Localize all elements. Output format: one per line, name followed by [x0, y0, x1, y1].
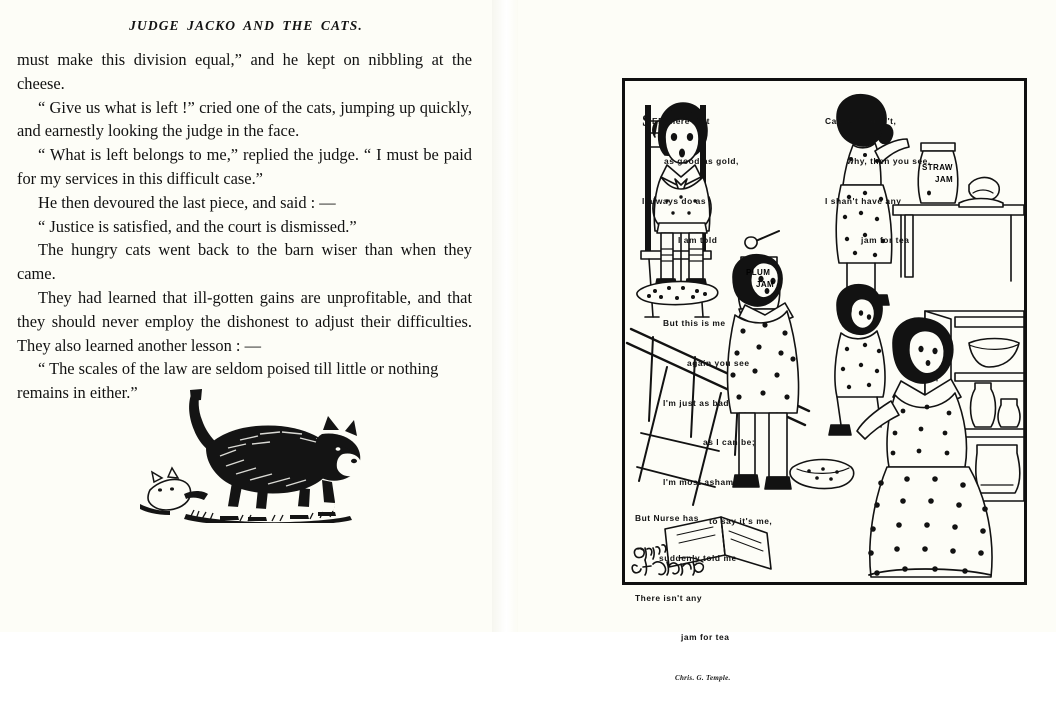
right-page — [518, 0, 1056, 682]
verse-4-line-4: jam for tea — [681, 632, 730, 643]
verse-4-line-2: suddenly told me — [659, 553, 737, 564]
verse-3-line-2: again you see — [687, 358, 750, 369]
verse-1 — [642, 89, 739, 274]
plum-jam-label-line2: JAM — [756, 280, 775, 289]
walking-cat-illustration — [140, 378, 380, 523]
bread-rolls — [959, 178, 1003, 207]
verse-2-line-2: why, then you see, — [847, 156, 931, 167]
verse-4-line-1: But Nurse has — [635, 513, 699, 524]
verse-3-line-5: I'm most ashamed — [663, 476, 745, 487]
left-page — [0, 0, 492, 632]
paragraph: “ The scales of the law are seldom poised till little or nothing remains in either.” — [17, 359, 439, 403]
verse-2-line-3: I shan't have any — [825, 195, 902, 206]
artist-signature — [629, 536, 711, 578]
verse-2 — [825, 89, 931, 274]
verse-1-line-1: EE, here I sit — [652, 116, 710, 127]
page-gutter — [492, 0, 518, 632]
illustration-plate — [622, 78, 1027, 682]
verse-1-line-2: as good as gold, — [664, 156, 739, 167]
paragraph: The hungry cats went back to the barn wiser than when they came. — [17, 240, 472, 284]
verse-1-line-3: I always do as — [642, 195, 707, 206]
verse-byline: Chris. G. Temple. — [675, 673, 731, 682]
paragraph: “ What is left belongs to me,” replied the judge. “ I must be paid for my services in this difficult case.” — [17, 145, 472, 188]
straw-jam-label-line2: JAM — [935, 175, 954, 184]
verse-2-line-1: Cause if I don't, — [825, 116, 897, 127]
paragraph: “ Give us what is left !” cried one of the cats, jumping up quickly, and earnestly looking the judge in the face. — [17, 97, 472, 141]
verse-1-line-4: I am told — [678, 235, 718, 246]
verse-3-line-6: to say it's me, — [709, 516, 773, 527]
body-text — [17, 48, 472, 405]
paragraph: They had learned that ill-gotten gains are unprofitable, and that they should never employ the dishonest to adjust their difficulties. They also learned another lesson : — — [17, 287, 472, 355]
empty-jam-dish — [790, 460, 854, 489]
verse-4-line-3: There isn't any — [635, 592, 703, 603]
running-head: JUDGE JACKO AND THE CATS. — [129, 18, 363, 33]
verse-3-line-1: But this is me — [663, 318, 726, 329]
paragraph: “ Justice is satisfied, and the court is dismissed.” — [38, 216, 357, 236]
paragraph: must make this division equal,” and he kept on nibbling at the cheese. — [17, 50, 472, 93]
verse-3-line-3: I'm just as bad — [663, 397, 730, 408]
verse-4 — [635, 486, 737, 711]
paragraph: He then devoured the last piece, and said : — — [38, 192, 336, 212]
verse-3-line-4: as I can be; — [703, 437, 756, 448]
straw-jam-label-line1: STRAW — [922, 163, 953, 172]
plum-jam-label-line1: PLUM — [746, 268, 771, 277]
verse-1-dropcap: S — [642, 111, 653, 131]
verse-2-line-4: jam for tea — [861, 235, 910, 246]
